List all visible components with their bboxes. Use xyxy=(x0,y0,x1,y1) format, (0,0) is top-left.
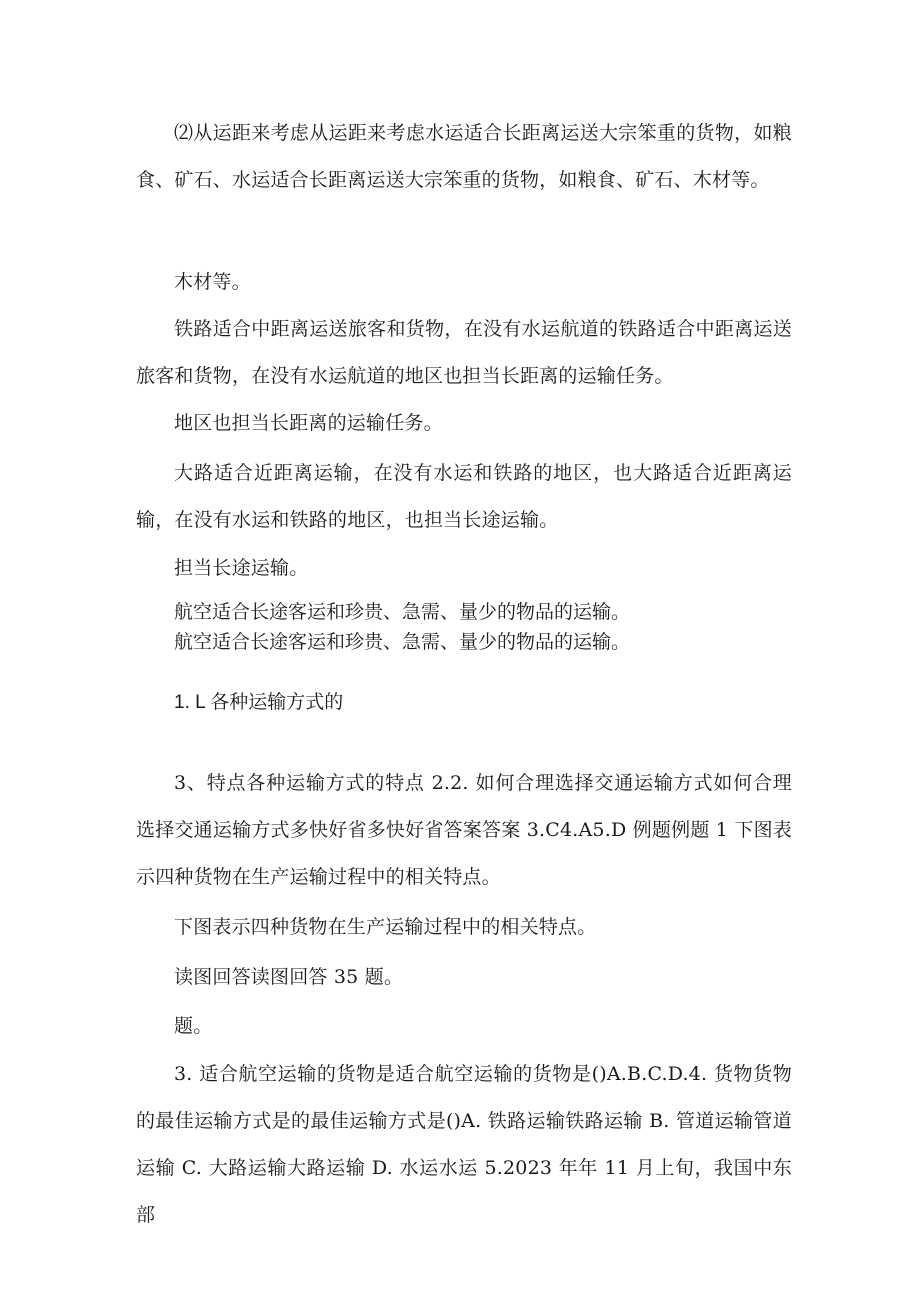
paragraph-road-fragment: 担当长途运输。 xyxy=(174,557,309,579)
paragraph-transport-distance-water: ⑵从运距来考虑从运距来考虑水运适合长距离运送大宗笨重的货物，如粮食、矿石、水运适合长距离运送大宗笨重的货物，如粮食、矿石、木材等。 xyxy=(136,122,792,191)
paragraph-questions-3-5: 3. 适合航空运输的货物是适合航空运输的货物是()A.B.C.D.4. 货物货物的最佳运输方式是的最佳运输方式是()A. 铁路运输铁路运输 B. 管道运输管道运输 C. 大路运输大路运输 D. 水运水运 5.2023 年年 11 月上旬，我国中东部 xyxy=(136,1063,792,1226)
paragraph-road: 大路适合近距离运输，在没有水运和铁路的地区，也大路适合近距离运输，在没有水运和铁路的地区，也担当长途运输。 xyxy=(136,462,792,531)
paragraph-heading-1l: 1. L 各种运输方式的 xyxy=(174,692,344,713)
paragraph-question-fragment: 题。 xyxy=(174,1015,213,1037)
paragraph-read-figure: 读图回答读图回答 35 题。 xyxy=(174,966,404,988)
paragraph-railway: 铁路适合中距离运送旅客和货物，在没有水运航道的铁路适合中距离运送旅客和货物，在没有水运航道的地区也担当长距离的运输任务。 xyxy=(136,318,792,387)
paragraph-characteristics: 3、特点各种运输方式的特点 2.2. 如何合理选择交通运输方式如何合理选择交通运输方式多快好省多快好省答案答案 3.C4.A5.D 例题例题 1 下图表示四种货物在生产运输过程中的相关特点。 xyxy=(136,772,792,888)
paragraph-air-line-2: 航空适合长途客运和珍贵、急需、量少的物品的运输。 xyxy=(174,631,631,653)
paragraph-railway-fragment: 地区也担当长距离的运输任务。 xyxy=(174,412,443,434)
paragraph-air-line-1: 航空适合长途客运和珍贵、急需、量少的物品的运输。 xyxy=(174,601,631,623)
paragraph-figure-intro: 下图表示四种货物在生产运输过程中的相关特点。 xyxy=(174,916,597,938)
paragraph-wood-fragment: 木材等。 xyxy=(174,271,251,293)
